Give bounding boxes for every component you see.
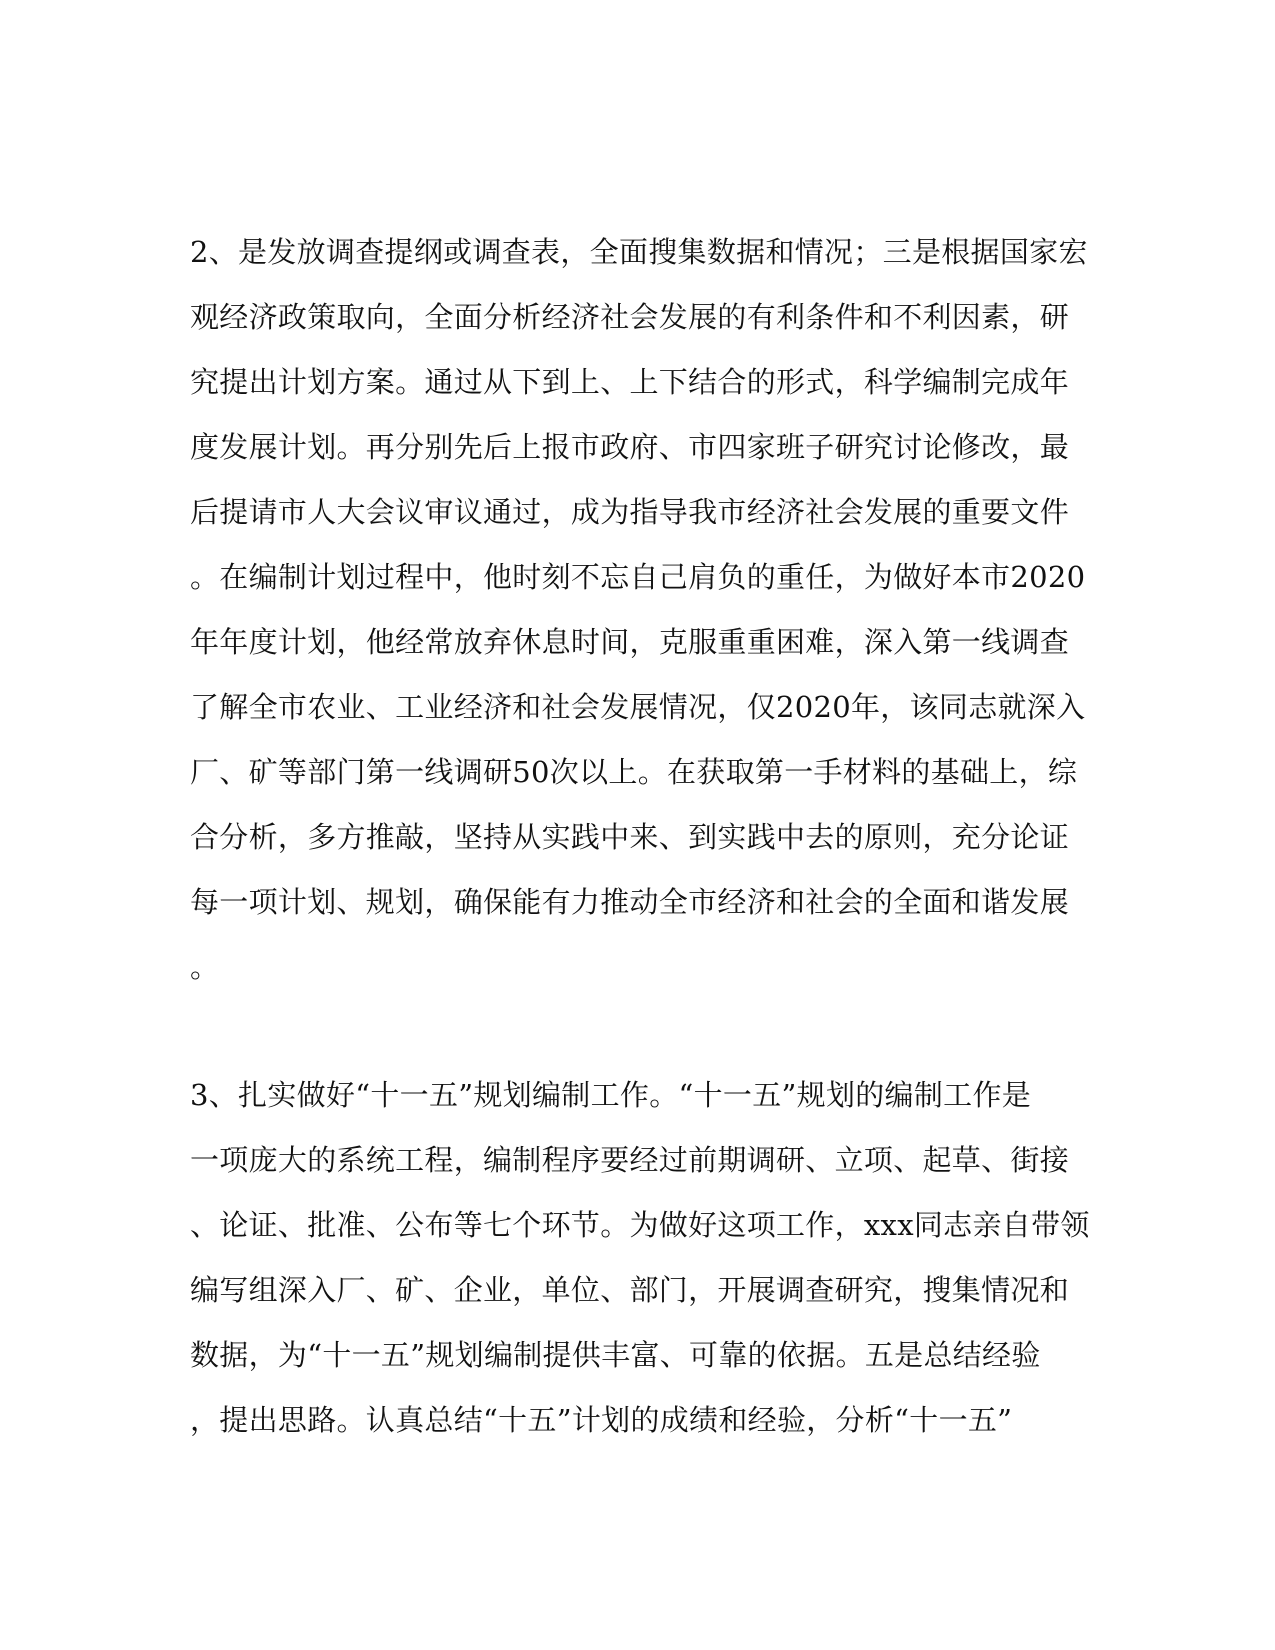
text-line: 3、扎实做好“十一五”规划编制工作。“十一五”规划的编制工作是	[190, 1078, 1032, 1112]
text-line: 后提请市人大会议审议通过，成为指导我市经济社会发展的重要文件	[190, 495, 1070, 529]
text-line: 厂、矿等部门第一线调研50次以上。在获取第一手材料的基础上，综	[190, 755, 1078, 789]
text-line: 每一项计划、规划，确保能有力推动全市经济和社会的全面和谐发展	[190, 885, 1070, 919]
text-line: 了解全市农业、工业经济和社会发展情况，仅2020年，该同志就深入	[190, 690, 1086, 724]
text-line: 编写组深入厂、矿、企业，单位、部门，开展调查研究，搜集情况和	[190, 1273, 1070, 1307]
text-line: 。在编制计划过程中，他时刻不忘自己肩负的重任，为做好本市2020	[190, 560, 1086, 594]
text-line: 。	[190, 950, 220, 984]
text-line: 观经济政策取向，全面分析经济社会发展的有利条件和不利因素，研	[190, 300, 1070, 334]
text-line: 2、是发放调查提纲或调查表，全面搜集数据和情况；三是根据国家宏	[190, 235, 1088, 269]
text-line: 合分析，多方推敲，坚持从实践中来、到实践中去的原则，充分论证	[190, 820, 1070, 854]
paragraph-2	[190, 220, 1090, 1000]
text-line: ，提出思路。认真总结“十五”计划的成绩和经验，分析“十一五”	[190, 1403, 1013, 1437]
text-line: 一项庞大的系统工程，编制程序要经过前期调研、立项、起草、街接	[190, 1143, 1070, 1177]
text-line: 究提出计划方案。通过从下到上、上下结合的形式，科学编制完成年	[190, 365, 1070, 399]
text-line: 年年度计划，他经常放弃休息时间，克服重重困难，深入第一线调查	[190, 625, 1070, 659]
paragraph-3	[190, 1063, 1090, 1453]
text-line: 数据，为“十一五”规划编制提供丰富、可靠的依据。五是总结经验	[190, 1338, 1041, 1372]
text-line: 、论证、批准、公布等七个环节。为做好这项工作，xxx同志亲自带领	[190, 1208, 1090, 1242]
text-line: 度发展计划。再分别先后上报市政府、市四家班子研究讨论修改，最	[190, 430, 1070, 464]
